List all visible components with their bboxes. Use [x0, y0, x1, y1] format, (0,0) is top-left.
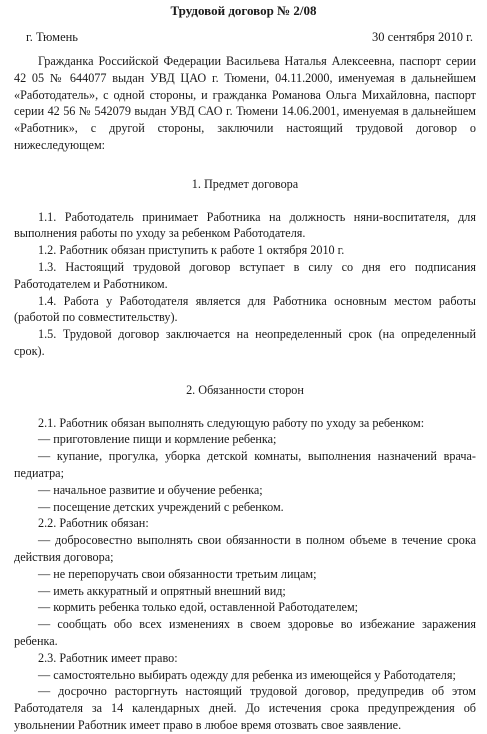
clause-1-5: 1.5. Трудовой договор заключается на неопределенный срок (на определенный срок). [14, 327, 476, 358]
clause-2-1: 2.1. Работник обязан выполнять следующую работу по уходу за ребенком: [38, 415, 425, 430]
clause-1-3: 1.3. Настоящий трудовой договор вступает в силу со дня его подписания Работодателем и Работником. [14, 259, 476, 291]
clause-1-1: 1.1. Работодатель принимает Работника на должность няни-воспитателя, для выполнения работы по уходу за ребенком Работодателя. [14, 209, 476, 241]
contract-date: 30 сентября 2010 г. [371, 30, 473, 44]
list-item: — самостоятельно выбирать одежду для ребенка из имеющейся у Работодателя; [38, 667, 456, 682]
list-item: — приготовление пищи и кормление ребенка; [38, 432, 277, 447]
list-item: — кормить ребенка только едой, оставленной Работодателем; [38, 600, 359, 615]
section-1-heading: 1. Предмет договора [191, 176, 299, 191]
clause-2-3: 2.3. Работник имеет право: [38, 650, 178, 665]
place-date-line [26, 30, 473, 45]
list-item: — купание, прогулка, уборка детской комнаты, выполнения назначений врача-педиатра; [14, 449, 476, 480]
clause-2-2: 2.2. Работник обязан: [38, 516, 149, 531]
clause-1-2: 1.2. Работник обязан приступить к работе 1 октября 2010 г. [38, 243, 345, 258]
city: г. Тюмень [26, 30, 79, 44]
preamble-paragraph: Гражданка Российской Федерации Васильева Наталья Алексеевна, паспорт серии 42 05 № 644077 выдан УВД ЦАО г. Тюмени, 04.11.2000, именуемая в дальнейшем «Работодатель», с одной стороны, и гражданка Романова Ольга Михайловна, паспорт серии 42 56 № 542079 выдан УВД САО г. Тюмени 14.06.2001, именуемая в дальнейшем «Работник», с другой стороны, заключили настоящий трудовой договор о нижеследующем: [14, 54, 476, 152]
clause-1-4: 1.4. Работа у Работодателя является для Работника основным местом работы (работой по совместительству). [14, 293, 476, 325]
list-item: — сообщать обо всех изменениях в своем здоровье во избежание заражения ребенка. [14, 617, 476, 648]
document-title: Трудовой договор № 2/08 [170, 3, 317, 18]
list-item: — досрочно расторгнуть настоящий трудовой договор, предупредив об этом Работодателя за 14 календарных дней. До истечения срока предупреждения об увольнении Работник имеет право в любое время отозвать свое заявление. [14, 684, 476, 732]
document-body [14, 53, 476, 734]
list-item: — иметь аккуратный и опрятный внешний вид; [38, 583, 286, 598]
section-2-heading: 2. Обязанности сторон [186, 382, 304, 397]
list-item: — посещение детских учреждений с ребенком. [38, 499, 284, 514]
list-item: — не перепоручать свои обязанности третьим лицам; [38, 566, 317, 581]
list-item: — добросовестно выполнять свои обязанности в полном объеме в течение срока действия договора; [14, 533, 476, 564]
list-item: — начальное развитие и обучение ребенка; [38, 482, 263, 497]
